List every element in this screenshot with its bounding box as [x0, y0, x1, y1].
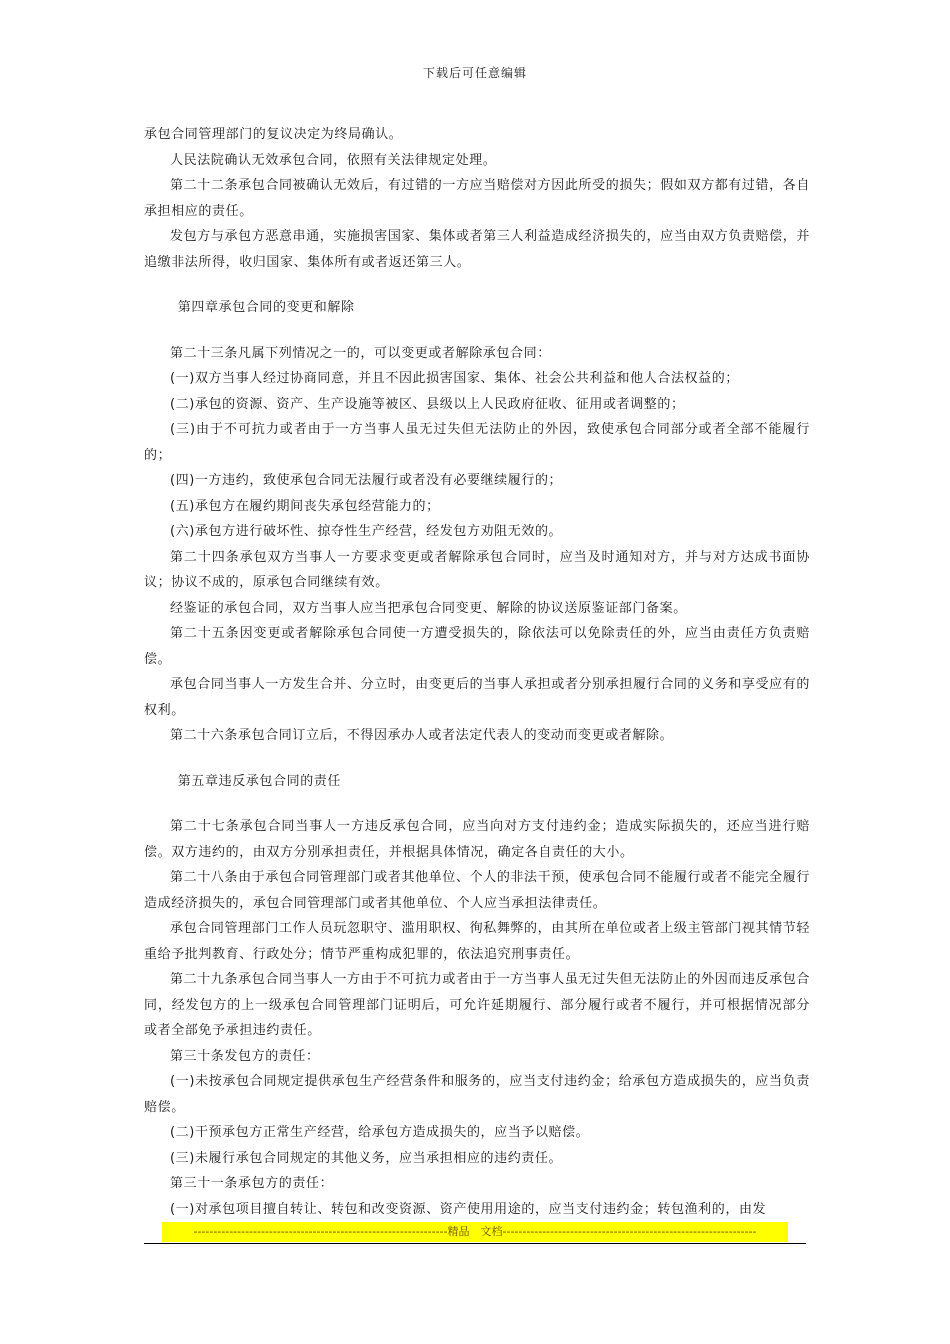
- paragraph: 第二十七条承包合同当事人一方违反承包合同，应当向对方支付违约金；造成实际损失的，还应当进行赔偿。双方违约的，由双方分别承担责任，并根据具体情况，确定各自责任的大小。: [144, 819, 810, 860]
- paragraph: 第二十二条承包合同被确认无效后，有过错的一方应当赔偿对方因此所受的损失；假如双方都有过错，各自承担相应的责任。: [144, 178, 810, 219]
- paragraph: 第二十九条承包合同当事人一方由于不可抗力或者由于一方当事人虽无过失但无法防止的外因而违反承包合同，经发包方的上一级承包合同管理部门证明后，可允许延期履行、部分履行或者不履行，并可根据情况部分或者全部免予承担违约责任。: [144, 972, 810, 1038]
- footer-label: 精品 文档: [447, 1225, 503, 1238]
- paragraph: (五)承包方在履约期间丧失承包经营能力的；: [170, 498, 440, 514]
- chapter-heading: 第五章违反承包合同的责任: [177, 773, 341, 789]
- paragraph: 第三十条发包方的责任：: [170, 1048, 320, 1064]
- paragraph: 第二十六条承包合同订立后，不得因承办人或者法定代表人的变动而变更或者解除。: [170, 728, 674, 743]
- paragraph: 发包方与承包方恶意串通，实施损害国家、集体或者第三人利益造成经济损失的，应当由双方负责赔偿，并追缴非法所得，收归国家、集体所有或者返还第三人。: [144, 229, 810, 270]
- paragraph: 承包合同当事人一方发生合并、分立时，由变更后的当事人承担或者分别承担履行合同的义务和享受应有的权利。: [144, 677, 810, 718]
- paragraph: (二)干预承包方正常生产经营，给承包方造成损失的，应当予以赔偿。: [170, 1125, 590, 1140]
- footer-divider: [144, 1243, 806, 1244]
- paragraph: 经鉴证的承包合同，双方当事人应当把承包合同变更、解除的协议送原鉴证部门备案。: [170, 600, 687, 616]
- paragraph: (三)未履行承包合同规定的其他义务，应当承担相应的违约责任。: [170, 1150, 563, 1166]
- paragraph: 人民法院确认无效承包合同，依照有关法律规定处理。: [170, 152, 497, 168]
- paragraph: (三)由于不可抗力或者由于一方当事人虽无过失但无法防止的外因，致使承包合同部分或者全部不能履行的；: [144, 422, 810, 463]
- paragraph: 承包合同管理部门的复议决定为终局确认。: [144, 127, 403, 142]
- paragraph: 第二十五条因变更或者解除承包合同使一方遭受损失的，除依法可以免除责任的外，应当由责任方负责赔偿。: [144, 626, 810, 667]
- paragraph: (一)双方当事人经过协商同意，并且不因此损害国家、集体、社会公共利益和他人合法权益的；: [170, 371, 739, 386]
- paragraph: (二)承包的资源、资产、生产设施等被区、县级以上人民政府征收、征用或者调整的；: [170, 396, 685, 412]
- paragraph: (一)对承包项目擅自转让、转包和改变资源、资产使用用途的，应当支付违约金；转包渔利的，由发: [170, 1201, 767, 1217]
- paragraph: (一)未按承包合同规定提供承包生产经营条件和服务的，应当支付违约金；给承包方造成损失的，应当负责赔偿。: [144, 1074, 810, 1115]
- document-body: [144, 122, 810, 1222]
- paragraph: (六)承包方进行破坏性、掠夺性生产经营，经发包方劝阻无效的。: [170, 524, 563, 539]
- paragraph: 承包合同管理部门工作人员玩忽职守、滥用职权、徇私舞弊的，由其所在单位或者上级主管部门视其情节轻重给予批判教育、行政处分；情节严重构成犯罪的，依法追究刑事责任。: [144, 921, 810, 962]
- chapter-heading: 第四章承包合同的变更和解除: [177, 300, 355, 315]
- paragraph: 第二十四条承包双方当事人一方要求变更或者解除承包合同时，应当及时通知对方，并与对方达成书面协议；协议不成的，原承包合同继续有效。: [144, 549, 810, 590]
- footer-right-dashes: ----------------------------------------------------------------: [502, 1225, 757, 1238]
- footer-left-dashes: ----------------------------------------------------------------: [193, 1225, 448, 1238]
- paragraph: (四)一方违约，致使承包合同无法履行或者没有必要继续履行的；: [170, 473, 563, 488]
- footer-banner: [162, 1222, 788, 1242]
- page-header-title: 下载后可任意编辑: [422, 66, 527, 80]
- paragraph: 第二十八条由于承包合同管理部门或者其他单位、个人的非法干预，使承包合同不能履行或者不能完全履行造成经济损失的，承包合同管理部门或者其他单位、个人应当承担法律责任。: [144, 870, 810, 911]
- paragraph: 第二十三条凡属下列情况之一的，可以变更或者解除承包合同：: [170, 345, 551, 361]
- paragraph: 第三十一条承包方的责任：: [170, 1176, 334, 1191]
